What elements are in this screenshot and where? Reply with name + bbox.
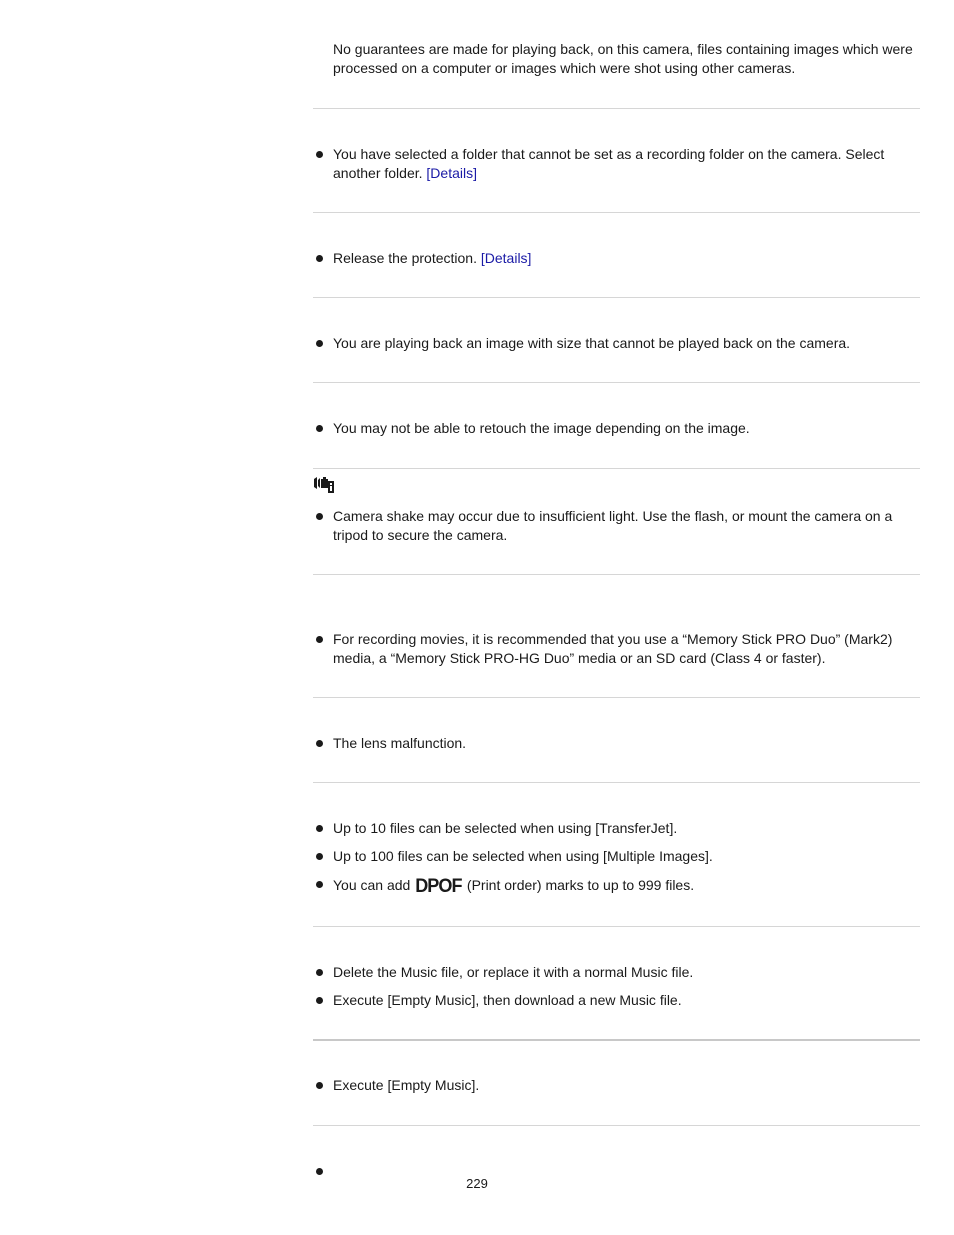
lens-text: The lens malfunction. (333, 735, 467, 751)
section-divider (313, 297, 920, 298)
details-link-folder[interactable]: [Details] (426, 165, 477, 181)
bullet-icon (316, 997, 323, 1004)
bullet-icon (316, 1168, 323, 1175)
bullet-icon (316, 513, 323, 520)
bullet-icon (316, 825, 323, 832)
empty-music-text: Execute [Empty Music]. (333, 1077, 480, 1093)
bullet-icon (316, 151, 323, 158)
dpof-icon: DPOF (415, 876, 462, 897)
bullet-icon (316, 1082, 323, 1089)
protection-text: Release the protection. (333, 250, 477, 266)
bullet-icon (316, 425, 323, 432)
section-divider (313, 926, 920, 927)
movies-text: For recording movies, it is recommended that you use a “Memory Stick PRO Duo” (Mark2) media, a “Memory Stick PRO-HG Duo” media or an SD card (Class 4 or faster). (333, 631, 893, 666)
intro-note: No guarantees are made for playing back, on this camera, files containing images which were processed on a computer or images which were shot using other cameras. (333, 41, 913, 76)
section-divider (313, 212, 920, 213)
section-divider (313, 1039, 920, 1041)
section-divider (313, 697, 920, 698)
music-text-1: Delete the Music file, or replace it with a normal Music file. (333, 964, 694, 980)
section-divider (313, 108, 920, 109)
files-text-3-before: You can add (333, 877, 411, 893)
section-divider (313, 382, 920, 383)
bullet-icon (316, 853, 323, 860)
bullet-icon (316, 969, 323, 976)
folder-text: You have selected a folder that cannot be set as a recording folder on the camera. Select another folder. (333, 146, 885, 181)
page-number: 229 (466, 1176, 488, 1191)
bullet-icon (316, 255, 323, 262)
bullet-icon (316, 881, 323, 888)
details-link-protection[interactable]: [Details] (480, 250, 532, 266)
section-divider (313, 1125, 920, 1126)
camera-shake-warning-icon (313, 475, 335, 493)
bullet-icon (316, 340, 323, 347)
retouch-text: You may not be able to retouch the image depending on the image. (333, 420, 750, 436)
shake-text: Camera shake may occur due to insufficient light. Use the flash, or mount the camera on a tripod to secure the camera. (333, 508, 893, 543)
files-text-2: Up to 100 files can be selected when using [Multiple Images]. (333, 848, 713, 864)
bullet-icon (316, 740, 323, 747)
files-text-3-after: (Print order) marks to up to 999 files. (466, 877, 695, 893)
size-text: You are playing back an image with size that cannot be played back on the camera. (333, 335, 851, 351)
section-divider (313, 574, 920, 575)
bullet-icon (316, 636, 323, 643)
files-text-1: Up to 10 files can be selected when using [TransferJet]. (333, 820, 678, 836)
section-divider (313, 782, 920, 783)
section-divider (313, 468, 920, 469)
music-text-2: Execute [Empty Music], then download a new Music file. (333, 992, 682, 1008)
